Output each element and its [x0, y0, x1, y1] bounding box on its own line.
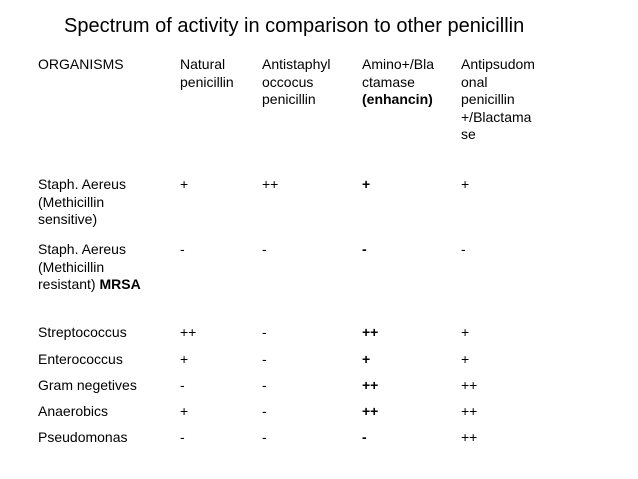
slide-title: Spectrum of activity in comparison to other penicillin	[64, 15, 525, 37]
row-natural-value: ++	[180, 324, 197, 340]
row-antistaph-value: -	[262, 429, 267, 445]
row-natural-value: -	[180, 429, 185, 445]
row-natural-value: -	[180, 377, 185, 393]
mrsa-label: MRSA	[99, 276, 141, 292]
row-amino-value: ++	[362, 403, 379, 419]
header-organisms: ORGANISMS	[38, 56, 124, 72]
row-natural-value: +	[180, 176, 189, 192]
row-antistaph-value: -	[262, 377, 267, 393]
row-antipseudo-value: ++	[461, 377, 478, 393]
row-organism: Pseudomonas	[38, 429, 128, 445]
row-natural-value: +	[180, 351, 189, 367]
row-organism: Anaerobics	[38, 403, 109, 419]
row-antipseudo-value: -	[461, 241, 466, 257]
row-organism: Enterococcus	[38, 351, 123, 367]
row-amino-value: -	[362, 241, 367, 257]
row-antistaph-value: ++	[262, 176, 279, 192]
row-organism-text: Staph. Aereus (Methicillin resistant)	[38, 241, 126, 292]
row-amino-value: ++	[362, 377, 379, 393]
header-enhancin: (enhancin)	[362, 91, 433, 107]
row-natural-value: +	[180, 403, 189, 419]
row-antipseudo-value: +	[461, 351, 470, 367]
row-antipseudo-value: +	[461, 324, 470, 340]
row-amino-value: +	[362, 351, 371, 367]
header-natural-penicillin: Natural penicillin	[180, 56, 234, 90]
row-amino-value: ++	[362, 324, 379, 340]
row-organism: Gram negetives	[38, 377, 137, 393]
row-antistaph-value: -	[262, 403, 267, 419]
row-antipseudo-value: ++	[461, 429, 478, 445]
header-antistaphylococcus-penicillin: Antistaphyl occocus penicillin	[262, 56, 331, 107]
row-antistaph-value: -	[262, 324, 267, 340]
row-organism: Staph. Aereus (Methicillin sensitive)	[38, 176, 126, 227]
header-amino-blactamase-text: Amino+/Bla ctamase	[362, 56, 434, 90]
row-amino-value: -	[362, 429, 367, 445]
row-natural-value: -	[180, 241, 185, 257]
row-antistaph-value: -	[262, 351, 267, 367]
header-antipseudomonal-penicillin: Antipsudom onal penicillin +/Blactama se	[461, 56, 535, 142]
row-antipseudo-value: ++	[461, 403, 478, 419]
header-amino-blactamase	[362, 56, 454, 109]
row-antistaph-value: -	[262, 241, 267, 257]
row-organism-mrsa	[38, 241, 174, 294]
row-antipseudo-value: +	[461, 176, 470, 192]
row-organism: Streptococcus	[38, 324, 127, 340]
row-amino-value: +	[362, 176, 371, 192]
